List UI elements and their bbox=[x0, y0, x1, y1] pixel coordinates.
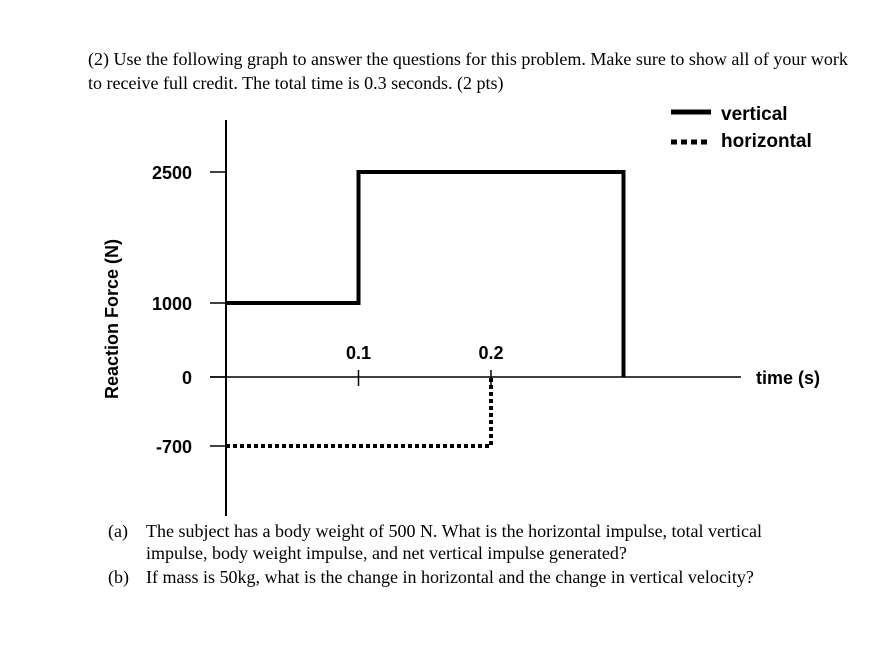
y-tick-label: 2500 bbox=[151, 163, 192, 183]
subquestion-b-line1: If mass is 50kg, what is the change in horizontal and the change in vertical velocity? bbox=[146, 567, 754, 587]
subquestion-b-tag: (b) bbox=[108, 567, 129, 587]
subquestion-a-line1: The subject has a body weight of 500 N. What is the horizontal impulse, total vertical bbox=[146, 521, 763, 541]
subquestion-a bbox=[108, 520, 868, 564]
y-tick-label: -700 bbox=[155, 437, 192, 457]
y-tick-label: 1000 bbox=[151, 294, 192, 314]
legend bbox=[671, 104, 812, 152]
legend-label-horizontal: horizontal bbox=[721, 131, 812, 152]
x-axis-label: time (s) bbox=[756, 368, 821, 388]
subquestion-a-tag: (a) bbox=[108, 521, 128, 541]
question-intro: (2) Use the following graph to answer the questions for this problem. Make sure to show all of your work to receive full credit. The total time is 0.3 seconds. (2 pts) bbox=[88, 49, 848, 93]
x-tick-label: 0.2 bbox=[478, 343, 504, 363]
x-tick-label: 0.1 bbox=[345, 343, 372, 363]
y-axis-label: Reaction Force (N) bbox=[102, 238, 122, 400]
y-tick-label: 0 bbox=[181, 368, 192, 388]
legend-label-vertical: vertical bbox=[721, 104, 788, 125]
subquestion-a-line2: impulse, body weight impulse, and net vertical impulse generated? bbox=[146, 543, 627, 563]
subquestion-b bbox=[108, 566, 868, 588]
series-line-vertical bbox=[226, 172, 624, 377]
series-line-horizontal bbox=[226, 377, 491, 446]
